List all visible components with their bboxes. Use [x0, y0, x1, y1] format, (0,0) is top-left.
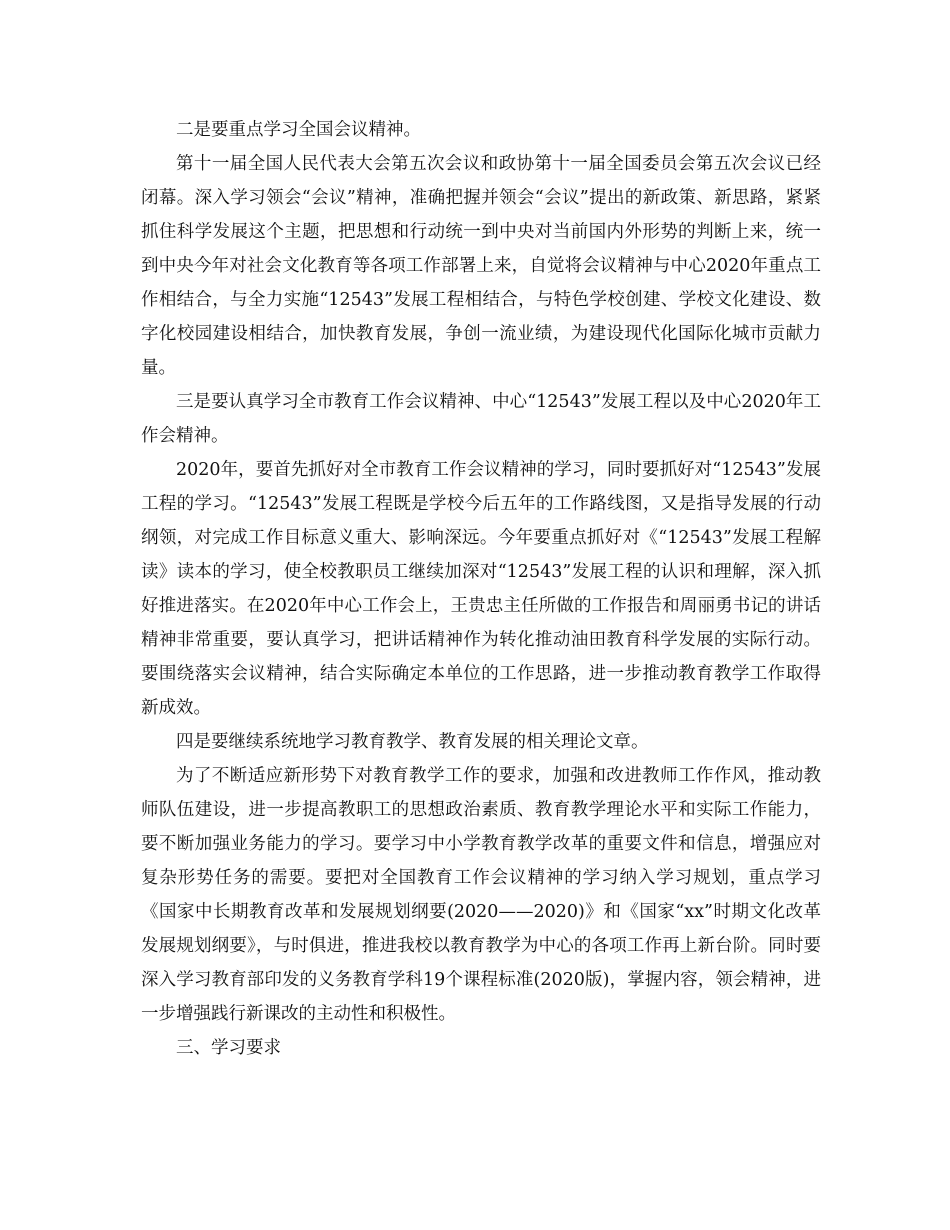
paragraph-national-meeting: 第十一届全国人民代表大会第五次会议和政协第十一届全国委员会第五次会议已经闭幕。深入学习领会“会议”精神，准确把握并领会“会议”提出的新政策、新思路，紧紧抓住科学发展这个主题，把思想和行动统一到中央对当前国内外形势的判断上来，统一到中央今年对社会文化教育等各项工作部署上来，自觉将会议精神与中心2020年重点工作相结合，与全力实施“12543”发展工程相结合，与特色学校创建、学校文化建设、数字化校园建设相结合，加快教育发展，争创一流业绩，为建设现代化国际化城市贡献力量。 — [141, 154, 821, 378]
paragraph-theory-study: 为了不断适应新形势下对教育教学工作的要求，加强和改进教师工作作风，推动教师队伍建设，进一步提高教职工的思想政治素质、教育教学理论水平和实际工作能力，要不断加强业务能力的学习。要学习中小学教育教学改革的重要文件和信息，增强应对复杂形势任务的需要。要把对全国教育工作会议精神的学习纳入学习规划，重点学习《国家中长期教育改革和发展规划纲要(2020——2020)》和《国家“xx”时期文化改革发展规划纲要》，与时俱进，推进我校以教育教学为中心的各项工作再上新台阶。同时要深入学习教育部印发的义务教育学科19个课程标准(2020版)，掌握内容，领会精神，进一步增强践行新课改的主动性和积极性。 — [141, 766, 821, 1024]
section-heading-study-requirements: 三、学习要求 — [176, 1038, 281, 1058]
paragraph-2020-study: 2020年，要首先抓好对全市教育工作会议精神的学习，同时要抓好对“12543”发展工程的学习。“12543”发展工程既是学校今后五年的工作路线图，又是指导发展的行动纲领，对完成工作目标意义重大、影响深远。今年要重点抓好对《“12543”发展工程解读》读本的学习，使全校教职员工继续加深对“12543”发展工程的认识和理解，深入抓好推进落实。在2020年中心工作会上，王贵忠主任所做的工作报告和周丽勇书记的讲话精神非常重要，要认真学习，把讲话精神作为转化推动油田教育科学发展的实际行动。要围绕落实会议精神，结合实际确定本单位的工作思路，进一步推动教育教学工作取得新成效。 — [141, 460, 821, 718]
document-body — [141, 113, 821, 1065]
paragraph-heading-three: 三是要认真学习全市教育工作会议精神、中心“12543”发展工程以及中心2020年工作会精神。 — [141, 392, 821, 446]
paragraph-heading-four: 四是要继续系统地学习教育教学、教育发展的相关理论文章。 — [176, 732, 649, 752]
paragraph-heading-two: 二是要重点学习全国会议精神。 — [176, 120, 421, 140]
